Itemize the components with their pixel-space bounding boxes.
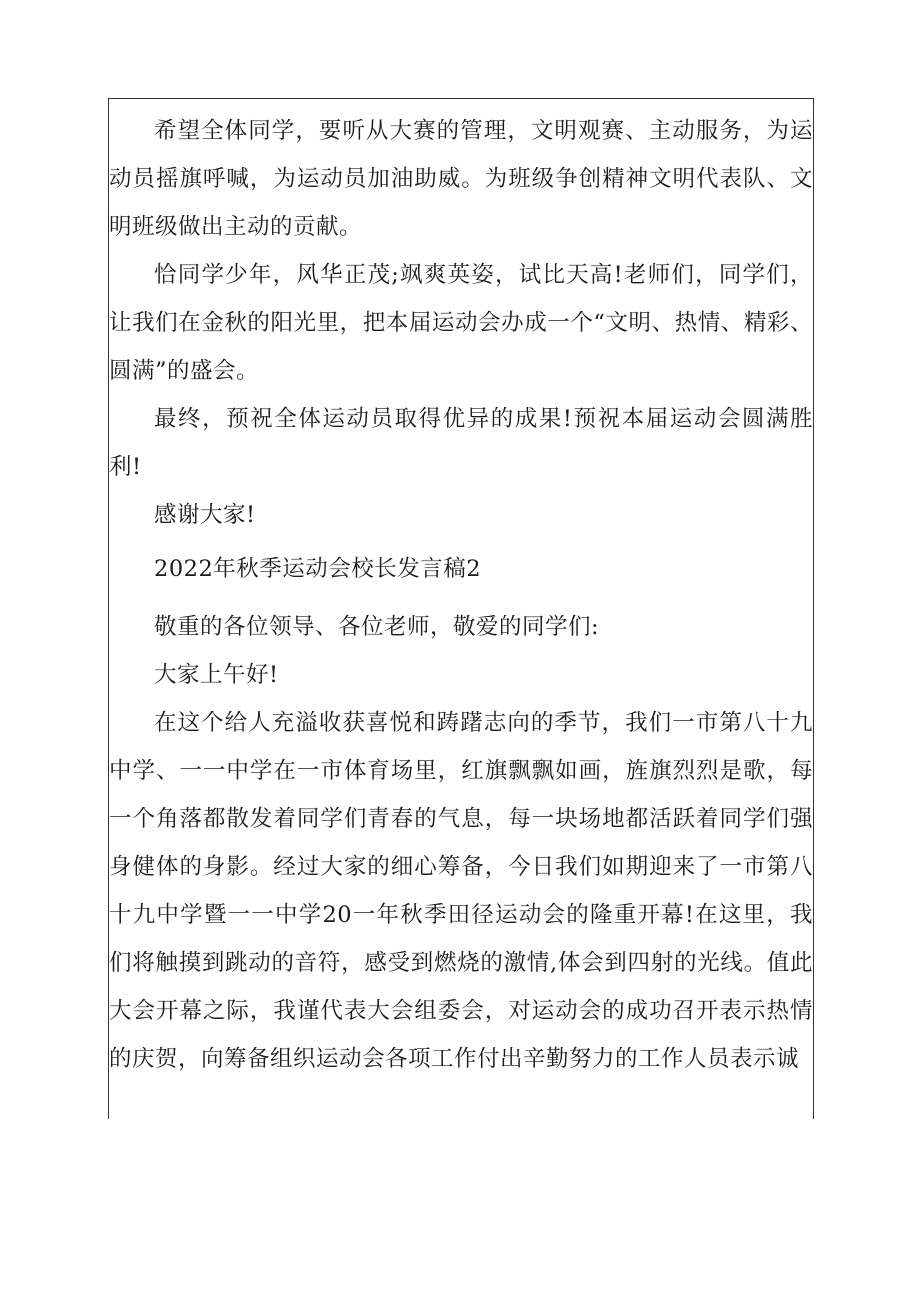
paragraph-wishes: 最终，预祝全体运动员取得优异的成果!预祝本届运动会圆满胜利! — [109, 406, 813, 480]
paragraph-opening: 在这个给人充溢收获喜悦和踌躇志向的季节，我们一市第八十九中学、一一中学在一市体育场里，红旗飘飘如画，旌旗烈烈是歌，每一个角落都散发着同学们青春的气息，每一块场地都活跃着同学们强身健体的身影。经过大家的细心筹备，今日我们如期迎来了一市第八十九中学暨一一中学20一年秋季田径运动会的隆重开幕!在这里，我们将触摸到跳动的音符，感受到燃烧的激情,体会到四射的光线。值此大会开幕之际，我谨代表大会组委会，对运动会的成功召开表示热情的庆贺，向筹备组织运动会各项工作付出辛勤努力的工作人员表示诚 — [109, 710, 813, 1072]
document-body — [109, 107, 813, 1083]
paragraph-hope: 希望全体同学，要听从大赛的管理，文明观赛、主动服务，为运动员摇旗呼喊，为运动员加油助威。为班级争创精神文明代表队、文明班级做出主动的贡献。 — [109, 118, 813, 240]
paragraph-salutation: 敬重的各位领导、各位老师，敬爱的同学们: — [154, 614, 600, 640]
paragraph-youth: 恰同学少年，风华正茂;飒爽英姿，试比天高!老师们，同学们，让我们在金秋的阳光里，把本届运动会办成一个“文明、热情、精彩、圆满”的盛会。 — [109, 262, 813, 384]
section-title: 2022年秋季运动会校长发言稿2 — [154, 556, 482, 582]
paragraph-thanks: 感谢大家! — [154, 502, 256, 528]
document-frame — [108, 98, 814, 1119]
paragraph-greeting: 大家上午好! — [154, 662, 279, 688]
